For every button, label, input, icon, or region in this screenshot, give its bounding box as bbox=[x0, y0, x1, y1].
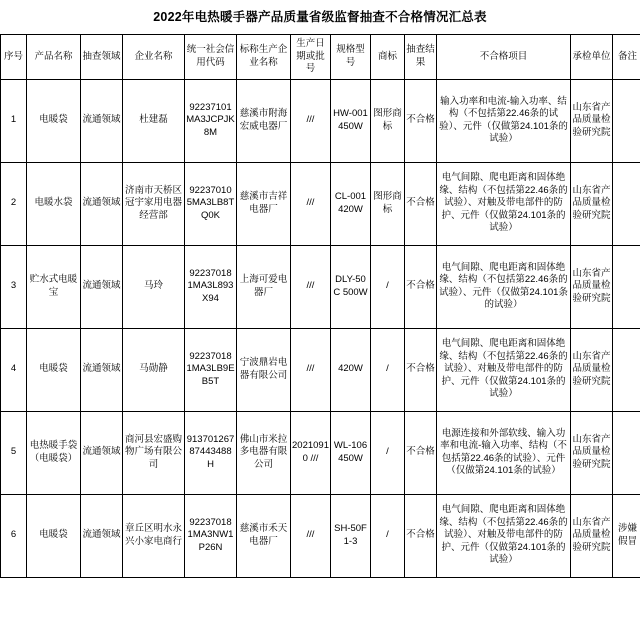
cell-area: 流通领域 bbox=[81, 411, 123, 494]
table-row bbox=[1, 245, 640, 328]
cell-brand: / bbox=[371, 245, 405, 328]
table-row bbox=[1, 162, 640, 245]
cell-brand: / bbox=[371, 411, 405, 494]
cell-index: 3 bbox=[1, 245, 27, 328]
cell-maker: 宁波鼎岩电器有限公司 bbox=[237, 328, 291, 411]
cell-model: SH-50F1-3 bbox=[331, 494, 371, 577]
cell-product: 电暖袋 bbox=[27, 328, 81, 411]
cell-model: 420W bbox=[331, 328, 371, 411]
cell-brand: 图形商标 bbox=[371, 162, 405, 245]
cell-company: 济南市天桥区冠宇家用电器经营部 bbox=[123, 162, 185, 245]
table-row bbox=[1, 411, 640, 494]
cell-product: 电暖袋 bbox=[27, 79, 81, 162]
cell-model: CL-001 420W bbox=[331, 162, 371, 245]
cell-result: 不合格 bbox=[405, 162, 437, 245]
cell-area: 流通领域 bbox=[81, 245, 123, 328]
column-header-items: 不合格项目 bbox=[437, 35, 571, 80]
cell-index: 5 bbox=[1, 411, 27, 494]
cell-company: 马玲 bbox=[123, 245, 185, 328]
cell-result: 不合格 bbox=[405, 245, 437, 328]
cell-org: 山东省产品质量检验研究院 bbox=[571, 494, 613, 577]
cell-items: 输入功率和电流-输入功率、结构（不包括第22.46条的试验）、元件（仅做第24.101条的试验） bbox=[437, 79, 571, 162]
cell-org: 山东省产品质量检验研究院 bbox=[571, 162, 613, 245]
cell-credit: 92237018 1MA3NW1P26N bbox=[185, 494, 237, 577]
cell-brand: / bbox=[371, 494, 405, 577]
cell-index: 4 bbox=[1, 328, 27, 411]
cell-maker: 慈溪市禾天电器厂 bbox=[237, 494, 291, 577]
cell-org: 山东省产品质量检验研究院 bbox=[571, 79, 613, 162]
cell-result: 不合格 bbox=[405, 411, 437, 494]
cell-model: DLY-50C 500W bbox=[331, 245, 371, 328]
cell-items: 电气间隙、爬电距离和固体绝缘、结构（不包括第22.46条的试验）、对触及带电部件的防护、元件（仅做第24.101条的试验） bbox=[437, 328, 571, 411]
cell-date: /// bbox=[291, 79, 331, 162]
cell-org: 山东省产品质量检验研究院 bbox=[571, 411, 613, 494]
cell-credit: 92237018 1MA3L893X94 bbox=[185, 245, 237, 328]
cell-maker: 上海可爱电器厂 bbox=[237, 245, 291, 328]
cell-product: 电热暖手袋（电暖袋） bbox=[27, 411, 81, 494]
cell-product: 电暖水袋 bbox=[27, 162, 81, 245]
cell-result: 不合格 bbox=[405, 328, 437, 411]
cell-maker: 慈溪市附海宏威电器厂 bbox=[237, 79, 291, 162]
cell-result: 不合格 bbox=[405, 79, 437, 162]
cell-items: 电源连接和外部软线、输入功率和电流-输入功率、结构（不包括第22.46条的试验）、元件（仅做第24.101条的试验） bbox=[437, 411, 571, 494]
cell-note bbox=[613, 245, 640, 328]
cell-date: /// bbox=[291, 494, 331, 577]
cell-org: 山东省产品质量检验研究院 bbox=[571, 328, 613, 411]
cell-brand: / bbox=[371, 328, 405, 411]
column-header-note: 备注 bbox=[613, 35, 640, 80]
cell-company: 商河县宏盛购物广场有限公司 bbox=[123, 411, 185, 494]
table-row bbox=[1, 494, 640, 577]
inspection-summary-table bbox=[0, 34, 640, 578]
table-header-row bbox=[1, 35, 640, 80]
cell-items: 电气间隙、爬电距离和固体绝缘、结构（不包括第22.46条的试验）、对触及带电部件的防护、元件（仅做第24.101条的试验） bbox=[437, 494, 571, 577]
cell-index: 2 bbox=[1, 162, 27, 245]
cell-maker: 慈溪市吉祥电器厂 bbox=[237, 162, 291, 245]
cell-model: WL-106 450W bbox=[331, 411, 371, 494]
cell-date: 20210910 /// bbox=[291, 411, 331, 494]
cell-company: 章丘区明水永兴小家电商行 bbox=[123, 494, 185, 577]
column-header-area: 抽查领域 bbox=[81, 35, 123, 80]
cell-note bbox=[613, 328, 640, 411]
cell-credit: 92237101MA3JCPJK8M bbox=[185, 79, 237, 162]
cell-items: 电气间隙、爬电距离和固体绝缘、结构（不包括第22.46条的试验）、元件（仅做第24.101条的试验） bbox=[437, 245, 571, 328]
cell-note: 涉嫌假冒 bbox=[613, 494, 640, 577]
cell-items: 电气间隙、爬电距离和固体绝缘、结构（不包括第22.46条的试验）、对触及带电部件的防护、元件（仅做第24.101条的试验） bbox=[437, 162, 571, 245]
cell-note bbox=[613, 411, 640, 494]
column-header-model: 规格型号 bbox=[331, 35, 371, 80]
table-row bbox=[1, 328, 640, 411]
column-header-credit: 统一社会信用代码 bbox=[185, 35, 237, 80]
column-header-company: 企业名称 bbox=[123, 35, 185, 80]
table-row bbox=[1, 79, 640, 162]
column-header-brand: 商标 bbox=[371, 35, 405, 80]
cell-date: /// bbox=[291, 328, 331, 411]
cell-org: 山东省产品质量检验研究院 bbox=[571, 245, 613, 328]
cell-maker: 佛山市米拉多电器有限公司 bbox=[237, 411, 291, 494]
cell-company: 杜建磊 bbox=[123, 79, 185, 162]
column-header-date: 生产日期或批号 bbox=[291, 35, 331, 80]
cell-area: 流通领域 bbox=[81, 328, 123, 411]
cell-area: 流通领域 bbox=[81, 79, 123, 162]
cell-brand: 图形商标 bbox=[371, 79, 405, 162]
page-title: 2022年电热暖手器产品质量省级监督抽查不合格情况汇总表 bbox=[153, 10, 487, 24]
column-header-org: 承检单位 bbox=[571, 35, 613, 80]
cell-note bbox=[613, 79, 640, 162]
cell-area: 流通领域 bbox=[81, 494, 123, 577]
cell-date: /// bbox=[291, 245, 331, 328]
cell-credit: 91370126787443488H bbox=[185, 411, 237, 494]
column-header-maker: 标称生产企业名称 bbox=[237, 35, 291, 80]
column-header-index: 序号 bbox=[1, 35, 27, 80]
cell-area: 流通领域 bbox=[81, 162, 123, 245]
cell-index: 6 bbox=[1, 494, 27, 577]
cell-company: 马勋静 bbox=[123, 328, 185, 411]
column-header-product: 产品名称 bbox=[27, 35, 81, 80]
cell-result: 不合格 bbox=[405, 494, 437, 577]
cell-product: 贮水式电暖宝 bbox=[27, 245, 81, 328]
cell-note bbox=[613, 162, 640, 245]
cell-model: HW-001 450W bbox=[331, 79, 371, 162]
cell-index: 1 bbox=[1, 79, 27, 162]
cell-credit: 92237010 5MA3LB8TQ0K bbox=[185, 162, 237, 245]
column-header-result: 抽查结果 bbox=[405, 35, 437, 80]
cell-date: /// bbox=[291, 162, 331, 245]
cell-credit: 92237018 1MA3LB9EB5T bbox=[185, 328, 237, 411]
cell-product: 电暖袋 bbox=[27, 494, 81, 577]
